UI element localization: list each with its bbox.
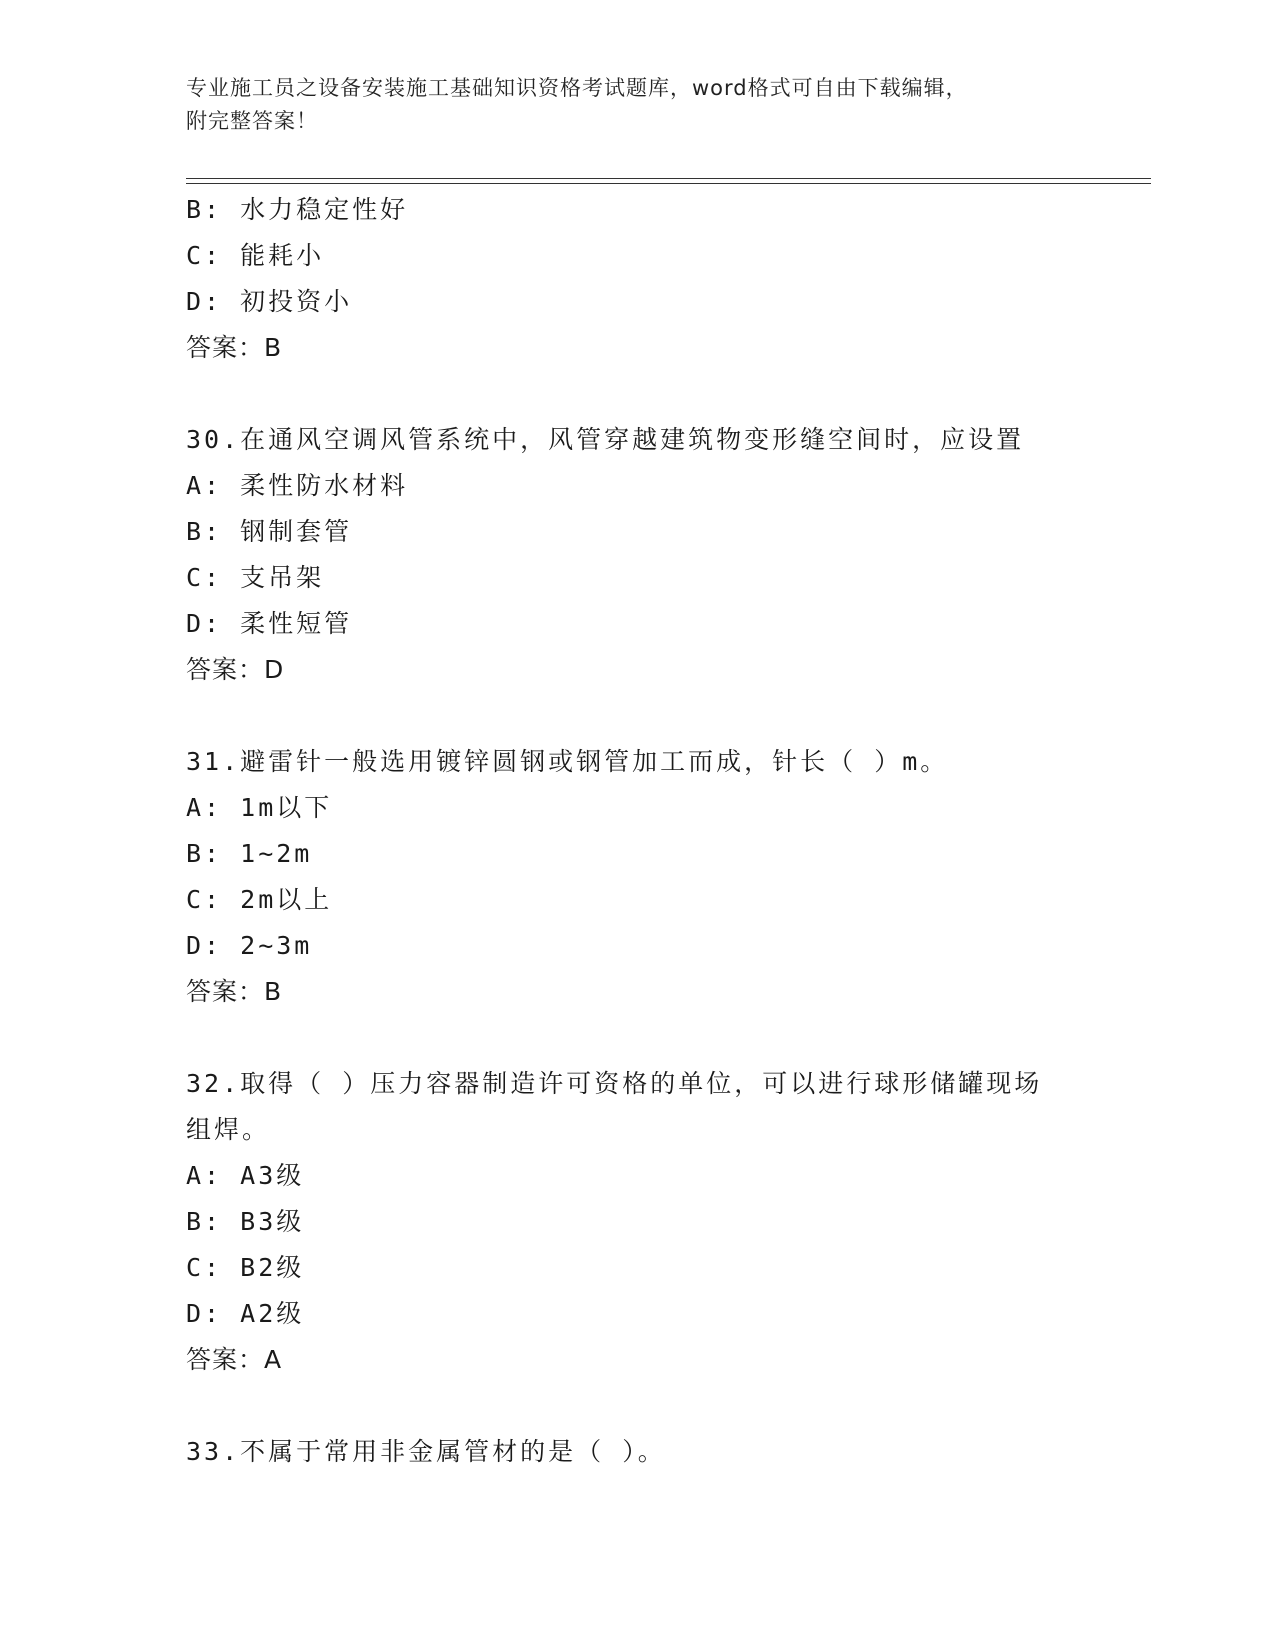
option-a: A: A3级 [186, 1161, 305, 1190]
header-line-2: 附完整答案！ [186, 109, 318, 133]
answer-text: 答案：A [186, 1345, 283, 1374]
option-b: B: B3级 [186, 1207, 305, 1236]
option-d: D: 初投资小 [186, 287, 353, 316]
option-b: B: 水力稳定性好 [186, 195, 409, 224]
question-block-30 [186, 417, 1086, 693]
answer-text: 答案：B [186, 977, 283, 1006]
spacer [186, 371, 1086, 417]
question-block-33 [186, 1429, 1086, 1475]
question-text-line-1: 32.取得（ ）压力容器制造许可资格的单位，可以进行球形储罐现场 [186, 1069, 1043, 1098]
document-body [186, 187, 1086, 1475]
question-text: 33.不属于常用非金属管材的是（ ）。 [186, 1437, 666, 1466]
spacer [186, 1383, 1086, 1429]
answer-text: 答案：B [186, 333, 283, 362]
option-a: A: 柔性防水材料 [186, 471, 409, 500]
question-block-29 [186, 187, 1086, 371]
question-block-32 [186, 1061, 1086, 1383]
option-c: C: 2m以上 [186, 885, 333, 914]
spacer [186, 1015, 1086, 1061]
question-text: 30.在通风空调风管系统中，风管穿越建筑物变形缝空间时，应设置 [186, 425, 1025, 454]
option-c: C: B2级 [186, 1253, 305, 1282]
document-header [186, 72, 1086, 138]
option-d: D: 2~3m [186, 931, 313, 960]
option-b: B: 1~2m [186, 839, 313, 868]
option-a: A: 1m以下 [186, 793, 333, 822]
option-c: C: 能耗小 [186, 241, 325, 270]
header-divider-bottom [186, 183, 1151, 184]
header-divider-top [186, 178, 1151, 179]
option-d: D: 柔性短管 [186, 609, 353, 638]
spacer [186, 693, 1086, 739]
option-d: D: A2级 [186, 1299, 305, 1328]
question-text-line-2: 组焊。 [186, 1115, 271, 1144]
question-block-31 [186, 739, 1086, 1015]
answer-text: 答案：D [186, 655, 285, 684]
question-text: 31.避雷针一般选用镀锌圆钢或钢管加工而成，针长（ ）m。 [186, 747, 949, 776]
option-b: B: 钢制套管 [186, 517, 353, 546]
header-line-1: 专业施工员之设备安装施工基础知识资格考试题库，word格式可自由下载编辑， [186, 76, 968, 100]
option-c: C: 支吊架 [186, 563, 325, 592]
